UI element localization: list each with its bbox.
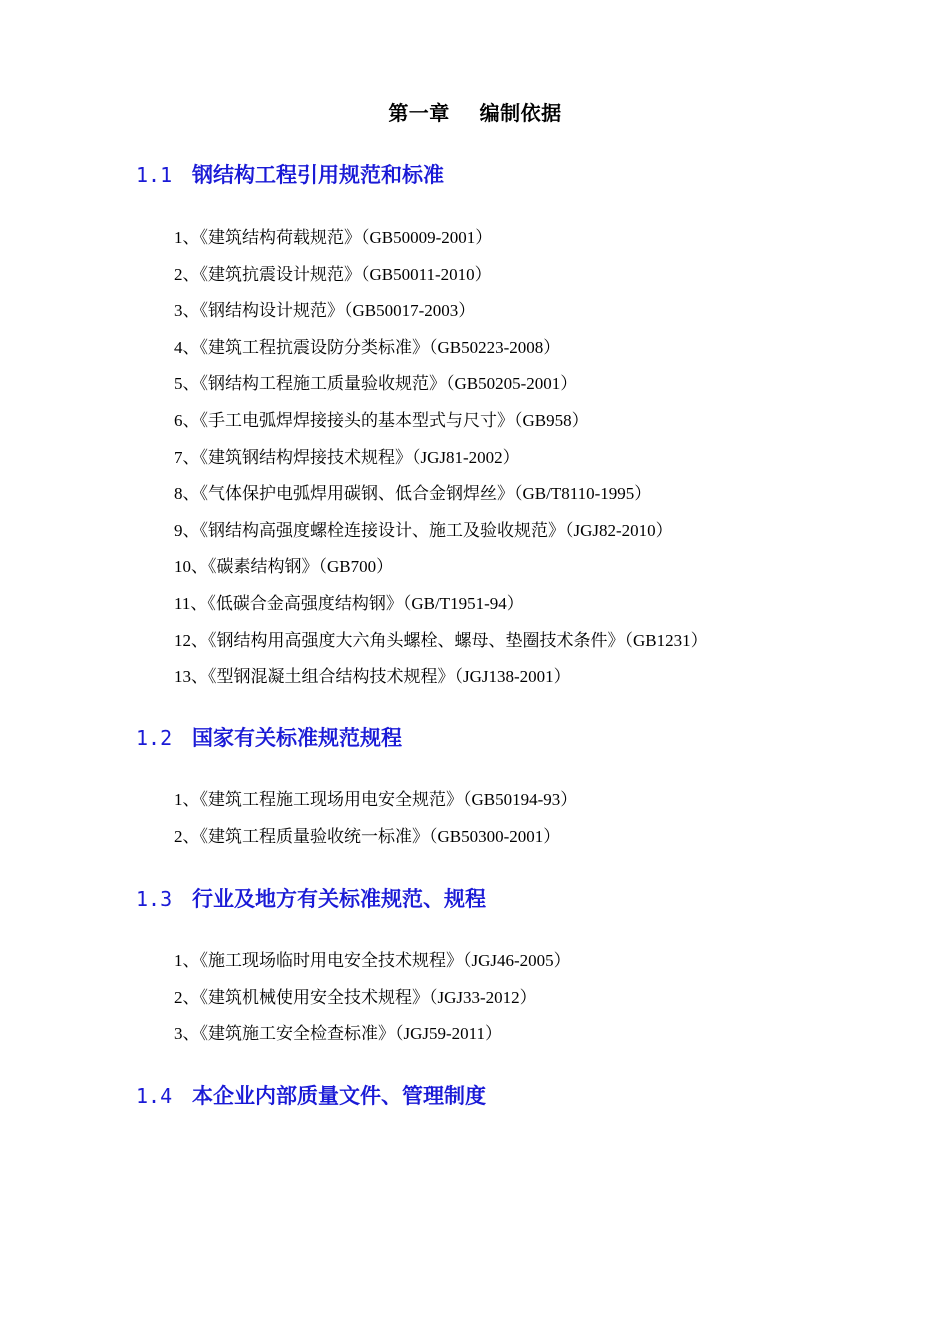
item-code: （GB/T8110-1995） [514, 484, 652, 504]
item-code: （GB958） [514, 410, 589, 430]
item-index: 4、 [174, 337, 200, 357]
item-name: 《建筑机械使用安全技术规程》 [199, 987, 429, 1008]
section-number: 1.3 [136, 887, 173, 911]
section-number: 1.1 [136, 163, 173, 187]
item-index: 3、 [174, 1024, 200, 1044]
section-title: 行业及地方有关标准规范、规程 [192, 886, 486, 911]
item-code: （GB50194-93） [463, 790, 578, 809]
item-name: 《建筑钢结构焊接技术规程》 [199, 447, 412, 468]
item-index: 12、 [174, 630, 208, 650]
standards-list [174, 788, 577, 861]
list-item [174, 555, 708, 592]
item-index: 1、 [174, 951, 200, 970]
item-name: 《建筑施工安全检查标准》 [199, 1024, 395, 1045]
item-name: 《建筑工程质量验收统一标准》 [199, 826, 429, 847]
item-index: 1、 [174, 790, 200, 809]
item-name: 《钢结构高强度螺栓连接设计、施工及验收规范》 [199, 520, 565, 541]
item-index: 7、 [174, 447, 200, 467]
item-name: 《型钢混凝土组合结构技术规程》 [208, 667, 455, 688]
item-name: 《建筑结构荷载规范》 [199, 228, 361, 248]
item-code: （GB50011-2010） [361, 264, 492, 284]
section-heading [136, 884, 486, 914]
item-code: （GB1231） [624, 630, 708, 650]
item-index: 10、 [174, 557, 208, 577]
list-item [174, 592, 708, 629]
list-item [174, 1022, 571, 1059]
section-number: 1.2 [136, 726, 173, 750]
item-code: （JGJ33-2012） [429, 987, 537, 1007]
item-index: 1、 [174, 228, 200, 247]
section-heading [136, 160, 444, 190]
item-name: 《钢结构设计规范》 [199, 301, 344, 322]
item-name: 《低碳合金高强度结构钢》 [207, 593, 403, 614]
chapter-title: 第一章 编制依据 [388, 101, 562, 125]
item-name: 《手工电弧焊焊接接头的基本型式与尺寸》 [199, 410, 514, 431]
section-number: 1.4 [136, 1084, 173, 1108]
section-heading [136, 723, 402, 753]
item-name: 《建筑工程抗震设防分类标准》 [199, 337, 429, 358]
item-index: 3、 [174, 301, 200, 321]
item-code: （JGJ46-2005） [463, 951, 571, 970]
standards-list [174, 226, 708, 702]
list-item [174, 665, 708, 702]
item-code: （GB50009-2001） [361, 228, 493, 247]
item-index: 5、 [174, 374, 200, 394]
item-index: 2、 [174, 264, 200, 284]
item-index: 13、 [174, 667, 208, 687]
section-heading [136, 1081, 486, 1111]
item-code: （GB50205-2001） [446, 374, 578, 394]
list-item [174, 986, 571, 1023]
item-code: （JGJ82-2010） [565, 520, 673, 540]
item-code: （JGJ138-2001） [454, 667, 571, 687]
section-title: 钢结构工程引用规范和标准 [192, 162, 444, 187]
item-name: 《钢结构工程施工质量验收规范》 [199, 374, 446, 395]
list-item [174, 446, 708, 483]
list-item [174, 263, 708, 300]
item-name: 《气体保护电弧焊用碳钢、低合金钢焊丝》 [199, 484, 514, 505]
list-item [174, 409, 708, 446]
standards-list [174, 949, 571, 1059]
item-code: （GB50300-2001） [429, 826, 561, 846]
list-item [174, 226, 708, 263]
item-index: 8、 [174, 484, 200, 504]
item-code: （JGJ59-2011） [395, 1024, 503, 1044]
list-item [174, 629, 708, 666]
list-item [174, 825, 577, 862]
item-code: （JGJ81-2002） [412, 447, 520, 467]
item-name: 《钢结构用高强度大六角头螺栓、螺母、垫圈技术条件》 [208, 630, 625, 651]
item-index: 9、 [174, 520, 200, 540]
section-title: 国家有关标准规范规程 [192, 725, 402, 750]
item-index: 11、 [174, 593, 208, 613]
list-item [174, 788, 577, 825]
list-item [174, 482, 708, 519]
item-code: （GB700） [318, 557, 394, 577]
item-index: 2、 [174, 987, 200, 1007]
item-index: 6、 [174, 410, 200, 430]
item-code: （GB50223-2008） [429, 337, 561, 357]
item-name: 《建筑抗震设计规范》 [199, 264, 361, 285]
list-item [174, 519, 708, 556]
list-item [174, 949, 571, 986]
item-code: （GB/T1951-94） [402, 593, 524, 613]
list-item [174, 299, 708, 336]
list-item [174, 372, 708, 409]
item-name: 《建筑工程施工现场用电安全规范》 [199, 790, 463, 810]
list-item [174, 336, 708, 373]
item-name: 《施工现场临时用电安全技术规程》 [199, 951, 463, 971]
item-index: 2、 [174, 826, 200, 846]
section-title: 本企业内部质量文件、管理制度 [192, 1083, 486, 1108]
item-code: （GB50017-2003） [344, 301, 476, 321]
item-name: 《碳素结构钢》 [208, 557, 319, 578]
